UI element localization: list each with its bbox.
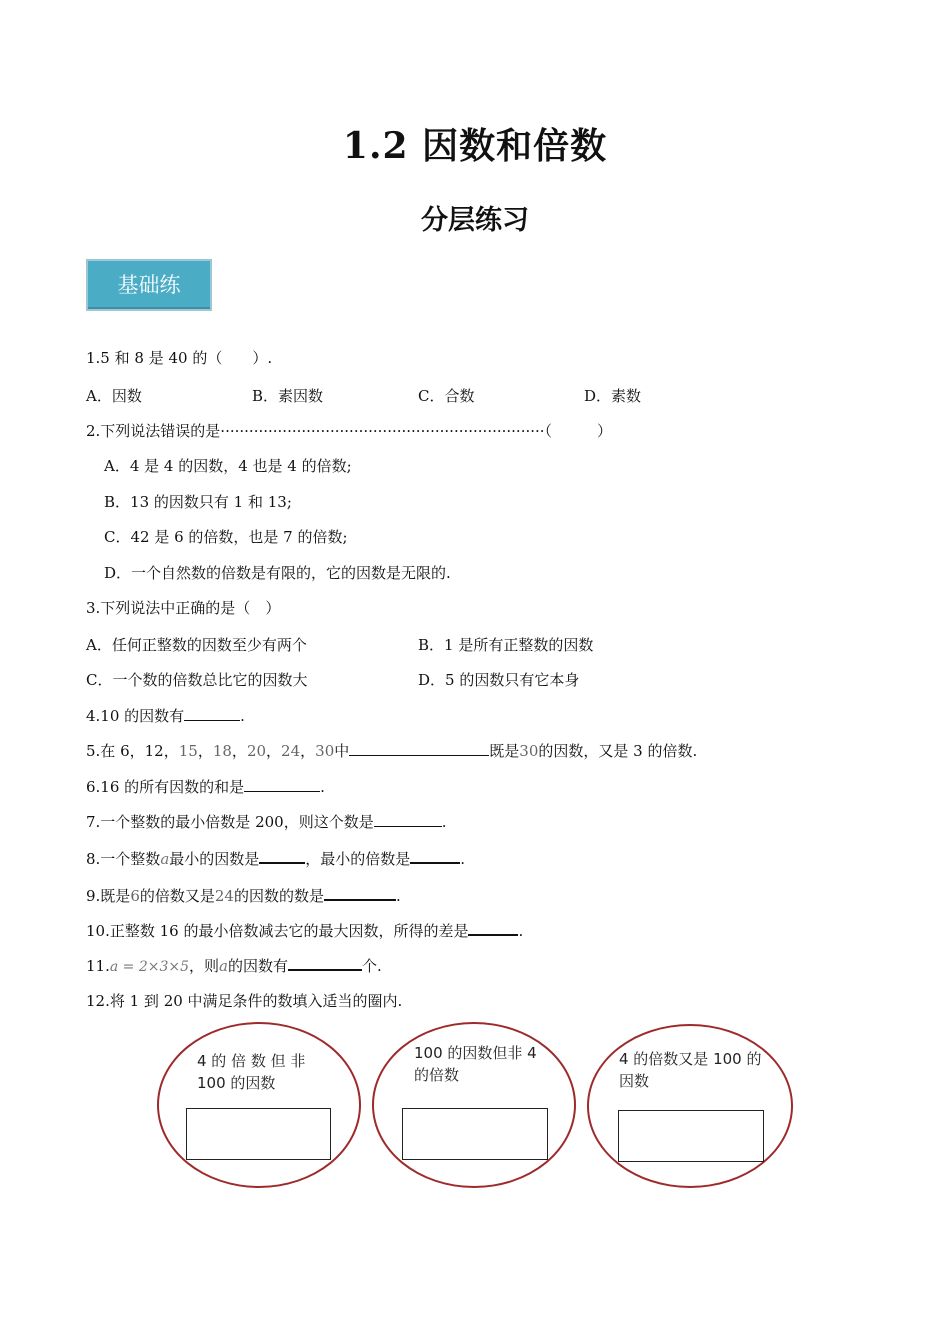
question-11-text: 11.	[86, 957, 110, 975]
circle-label: 100 的因数但非 4 的倍数	[414, 1044, 537, 1084]
question-12-stem: 12.将 1 到 20 中满足条件的数填入适当的圈内.	[86, 992, 403, 1010]
question-2-option-a: A．4 是 4 的因数，4 也是 4 的倍数;	[104, 457, 352, 475]
question-4: 4.10 的因数有 .	[86, 707, 245, 725]
answer-blank[interactable]	[324, 885, 396, 901]
answer-box[interactable]	[618, 1110, 764, 1162]
question-4-text: 4.10 的因数有	[86, 707, 185, 725]
question-5-text: 5.在 6，12，	[86, 742, 179, 760]
question-1-option-c: C．合数	[418, 387, 475, 405]
question-1-stem: 1.5 和 8 是 40 的（ ）.	[86, 349, 273, 367]
question-5: 5.在 6，12，15，18，20，24，30中 既是30的因数，又是 3 的倍数.	[86, 742, 698, 760]
question-8-text: 8.一个整数	[86, 850, 161, 868]
answer-blank[interactable]	[259, 848, 305, 864]
answer-box[interactable]	[402, 1108, 548, 1160]
answer-blank[interactable]	[244, 777, 320, 792]
question-6: 6.16 的所有因数的和是 .	[86, 778, 325, 796]
question-11-expression: a = 2×3×5	[109, 959, 190, 975]
question-11: 11.a = 2×3×5，则a的因数有 个.	[86, 957, 382, 975]
question-10-text: 10.正整数 16 的最小倍数减去它的最大因数，所得的差是	[86, 922, 469, 940]
question-3-option-a: A．任何正整数的因数至少有两个	[86, 636, 307, 654]
question-2-option-c: C．42 是 6 的倍数，也是 7 的倍数;	[104, 528, 348, 546]
question-2-option-d: D．一个自然数的倍数是有限的，它的因数是无限的.	[104, 564, 451, 582]
question-9: 9.既是6的倍数又是24的因数的数是 .	[86, 887, 401, 905]
answer-blank[interactable]	[184, 706, 240, 721]
question-8: 8.一个整数a最小的因数是 ，最小的倍数是 .	[86, 850, 466, 868]
question-10: 10.正整数 16 的最小倍数减去它的最大因数，所得的差是 .	[86, 922, 524, 940]
question-2-option-b: B．13 的因数只有 1 和 13;	[104, 493, 292, 511]
question-2-stem: 2.下列说法错误的是····································································（ ）	[86, 422, 613, 440]
question-7-text: 7.一个整数的最小倍数是 200，则这个数是	[86, 813, 374, 831]
question-6-text: 6.16 的所有因数的和是	[86, 778, 245, 796]
answer-box[interactable]	[186, 1108, 331, 1160]
circle-set-2	[372, 1022, 576, 1188]
question-3-option-d: D．5 的因数只有它本身	[418, 671, 580, 689]
question-3-option-c: C．一个数的倍数总比它的因数大	[86, 671, 308, 689]
circle-set-1	[157, 1022, 361, 1188]
answer-blank[interactable]	[468, 920, 518, 936]
question-1-option-a: A．因数	[86, 387, 142, 405]
circle-label: 4 的 倍 数 但 非 100 的因数	[197, 1052, 306, 1092]
answer-blank[interactable]	[349, 741, 489, 756]
question-3-option-b: B．1 是所有正整数的因数	[418, 636, 594, 654]
question-1-option-d: D．素数	[584, 387, 642, 405]
question-9-text: 9.既是	[86, 887, 131, 905]
circle-set-3	[587, 1024, 793, 1188]
section-badge: 基础练	[86, 259, 212, 311]
question-7: 7.一个整数的最小倍数是 200，则这个数是 .	[86, 813, 447, 831]
circle-label: 4 的倍数又是 100 的因数	[619, 1050, 762, 1090]
page-subtitle: 分层练习	[421, 205, 529, 236]
page-title: 1.2 因数和倍数	[342, 125, 608, 167]
question-3-stem: 3.下列说法中正确的是（ ）	[86, 599, 281, 617]
answer-blank[interactable]	[288, 955, 362, 971]
answer-blank[interactable]	[410, 848, 460, 864]
question-1-option-b: B．素因数	[252, 387, 324, 405]
answer-blank[interactable]	[374, 812, 442, 827]
